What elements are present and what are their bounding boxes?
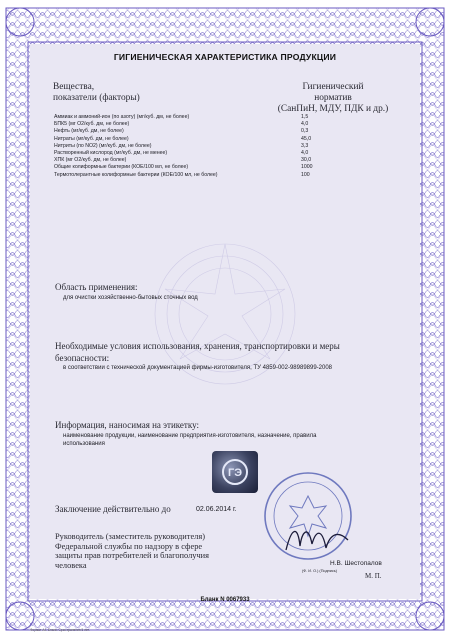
row-name: ХПК (мг О2/куб. дм, не более) xyxy=(54,157,127,164)
table-row xyxy=(54,114,404,121)
table-row xyxy=(54,121,404,128)
row-value: 45,0 xyxy=(301,135,312,142)
header-substances-line: показатели (факторы) xyxy=(53,93,140,103)
validity-label: Заключение действительно до xyxy=(55,504,171,514)
row-name: Нитраты (мг/куб. дм, не более) xyxy=(54,135,129,142)
signer-title-line: Руководитель (заместитель руководителя) xyxy=(55,532,205,541)
row-value: 4,0 xyxy=(301,149,309,156)
row-name: БПК5 (мг О2/куб. дм, не более) xyxy=(54,121,130,128)
table-row xyxy=(54,164,404,171)
header-norm-line: Гигиенический xyxy=(302,82,364,92)
signer-title-line: человека xyxy=(55,560,87,570)
document-title: ГИГИЕНИЧЕСКАЯ ХАРАКТЕРИСТИКА ПРОДУКЦИИ xyxy=(113,52,337,62)
signer-title xyxy=(55,532,209,570)
row-name: Общие колиформные бактерии (КОЕ/100 мл, не более) xyxy=(54,164,189,171)
signer-title-line: Федеральной службы по надзору в сфере xyxy=(55,541,203,551)
norms-table xyxy=(54,114,404,179)
blank-number: Бланк N 0067933 xyxy=(200,597,250,603)
signer-caption: (Ф. И. О.) (Подпись) xyxy=(302,569,337,573)
table-row xyxy=(54,143,404,150)
scope-label: Область применения: xyxy=(55,282,138,292)
row-value: 1,5 xyxy=(301,114,309,120)
conditions-label: Необходимые условия использования, хранения, транспортировки и меры xyxy=(55,341,340,351)
info-value: использования xyxy=(63,441,105,447)
stamp-place: М. П. xyxy=(365,572,382,580)
row-value: 4,0 xyxy=(301,121,309,128)
table-row xyxy=(54,157,404,164)
table-row xyxy=(54,150,404,157)
footnote: Формат А4. Бланк. Срок хранения 5 лет. xyxy=(30,628,90,632)
table-row xyxy=(54,172,404,179)
signer-title-line: защиты прав потребителей и благополучия xyxy=(55,551,210,560)
table-row xyxy=(54,128,404,135)
scope-value: для очистки хозяйственно-бытовых сточных вод xyxy=(63,295,198,301)
row-value: 1000 xyxy=(301,164,313,171)
signer-name: Н.В. Шестопалов xyxy=(330,560,382,567)
row-name: Нитриты (по NO2) (мг/куб. дм, не более) xyxy=(54,142,152,149)
validity-date: 02.06.2014 г. xyxy=(196,506,237,513)
row-name: Растворенный кислород (мг/куб. дм, не менее) xyxy=(54,149,168,156)
conditions-label: безопасности: xyxy=(55,353,110,363)
header-substances-line: Вещества, xyxy=(53,82,95,92)
info-label: Информация, наносимая на этикетку: xyxy=(55,420,199,430)
row-value: 100 xyxy=(301,171,310,178)
header-substances xyxy=(53,82,140,104)
hologram-text: ГЭ xyxy=(227,467,243,479)
row-value: 30,0 xyxy=(301,157,312,164)
hologram-icon xyxy=(212,451,258,493)
info-value: наименование продукции, наименование предприятия-изготовителя, назначение, правила xyxy=(63,433,317,439)
row-value: 3,3 xyxy=(301,142,309,149)
row-value: 0,3 xyxy=(301,128,309,135)
header-norm xyxy=(268,82,398,115)
header-norm-line: норматив xyxy=(314,93,352,103)
header-norm-line: (СанПиН, МДУ, ПДК и др.) xyxy=(277,104,389,114)
table-row xyxy=(54,136,404,143)
conditions-value: в соответствии с технической документацией фирмы-изготовителя, ТУ 4859-002-98989899-2008 xyxy=(63,365,333,371)
row-name: Аммиак и аммоний-ион (по азоту) (мг/куб. дм, не более) xyxy=(54,114,190,120)
signature xyxy=(282,520,352,556)
row-name: Нефть (мг/куб. дм, не более) xyxy=(54,128,124,135)
hologram-sticker xyxy=(212,451,258,493)
row-name: Термотолерантные колиформные бактерии (КОЕ/100 мл, не более) xyxy=(54,171,218,178)
